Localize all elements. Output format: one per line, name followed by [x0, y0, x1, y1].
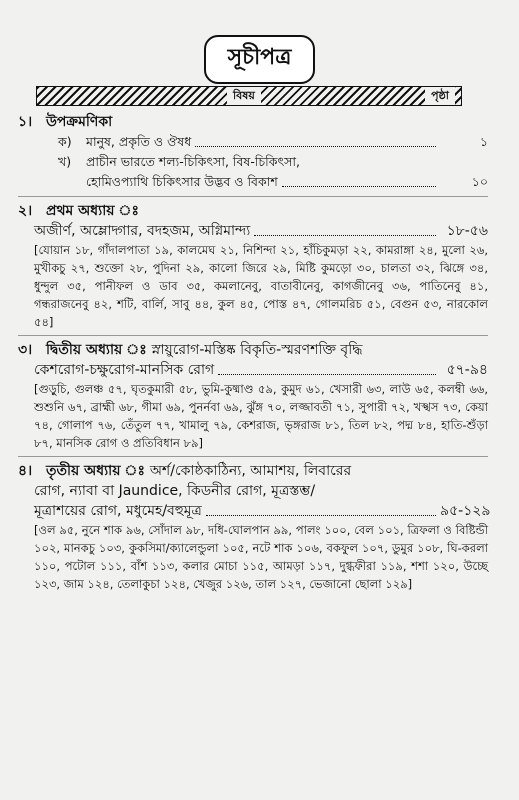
entry-text: প্রাচীন ভারতে শল্য-চিকিৎসা, বিষ-চিকিৎসা, [86, 154, 301, 169]
toc-entry [18, 152, 488, 172]
divider [18, 456, 488, 457]
section-title: তৃতীয় অধ্যায় ঃ [46, 463, 145, 479]
heading-text: অজীর্ণ, অম্লোদ্গার, বদহজম, অগ্নিমান্দ্য [34, 223, 251, 239]
dot-leader [206, 501, 436, 516]
section-title-rest: স্নায়ুরোগ-মস্তিষ্ক বিকৃতি-স্মরণশক্তি বৃদ্ধি [151, 342, 363, 358]
section-title-rest: অর্শ/কোষ্ঠকাঠিন্য, আমাশয়, লিবারের [149, 463, 352, 479]
item-list: [গুড়ুচি, গুলঞ্চ ৫৭, ঘৃতকুমারী ৫৮, ভুমি-কুষ্মাণ্ড ৫৯, কুমুদ ৬১, খেসারী ৬৩, লাউ ৬৫, কলম্বী ৬৬, শুশুনি ৬৭, ব্রাহ্মী ৬৮, গীমা ৬৯, পুনর্নবা ৬৯, ঝুঁঙ্গ ৭০, লজ্জাবতী ৭১, সুপারী ৭২, খস্খস ৭৩, কেয়া ৭৪, গোলাপ ৭৬, তেঁতুল ৭৭, খামালু ৭৯, কেশরাজ, ভৃঙ্গরাজ ৮১, তিল ৮২, পদ্ম ৮৪, হাতি-শুঁড়া ৮৭, মানসিক রোগ ও প্রতিবিধান ৮৯] [34, 382, 488, 450]
section-number: ৩। [18, 342, 33, 358]
section-2-title [18, 201, 488, 221]
dot-leader [195, 132, 436, 147]
dot-leader [218, 360, 436, 375]
section-1-title [18, 112, 488, 132]
section-title: প্রথম অধ্যায় ঃ [46, 203, 139, 219]
section-3-title [18, 340, 488, 360]
entry-text: হোমিওপ্যাথি চিকিৎসার উদ্ভব ও বিকাশ [86, 174, 278, 189]
entry-page: ১০ [471, 174, 488, 189]
section-title: উপক্রমণিকা [46, 114, 113, 130]
divider [18, 335, 488, 336]
entry-label: ক) [58, 134, 72, 149]
chapter-heading [18, 501, 491, 521]
page-title: সূচীপত্র [204, 35, 316, 84]
section-number: ৪। [18, 463, 33, 479]
entry-label: খ) [58, 154, 72, 169]
heading-text: কেশরোগ-চক্ষুরোগ-মানসিক রোগ [34, 362, 215, 378]
entry-page: ১ [479, 134, 488, 149]
section-4-title [18, 461, 488, 481]
divider [18, 196, 488, 197]
item-list: [যোয়ান ১৮, গাঁদালপাতা ১৯, কালমেঘ ২১, নিশিন্দা ২১, হাঁচিকুমড়া ২২, কামরাঙ্গা ২৪, মুলো ২৬, মুখীকচু ২৭, শুক্তো ২৮, পুদিনা ২৯, কালো জিরে ২৯, মিষ্টি কুমড়ো ৩০, চালতা ৩২, ঝিঙ্গে ৩৪, ধুন্দুল ৩৫, পানীফল ও ডাব ৩৫, কমলানেবু, বাতাবীনেবু, কাগজীনেবু ৩৬, পাতিনেবু ৪১, গন্ধরাজনেবু ৪২, শটি, বার্লি, সাবু ৪৪, কুল ৪৫, পোস্ত ৪৭, গোলমরিচ ৫১, বেগুন ৫৩, নারকোল ৫৪] [34, 243, 488, 329]
chapter-heading-line: রোগ, ন্যাবা বা Jaundice, কিডনীর রোগ, মূত্রস্তম্ভ/ [34, 483, 316, 499]
dot-leader [254, 221, 436, 236]
entry-page: ৯৫-১২৯ [440, 503, 491, 519]
heading-text: মূত্রাশয়ের রোগ, মধুমেহ/বহুমূত্র [34, 503, 202, 519]
header-banner [36, 86, 462, 106]
header-subject: বিষয় [227, 87, 261, 105]
toc-entry [18, 132, 488, 152]
chapter-heading [18, 360, 488, 380]
title-wrap [0, 35, 519, 84]
toc-entry-continuation [18, 172, 488, 192]
dot-leader [282, 172, 436, 187]
toc-content [18, 110, 491, 593]
section-number: ২। [18, 203, 33, 219]
chapter-heading [18, 221, 488, 241]
item-list: [ওল ৯৫, নুনে শাক ৯৬, সোঁদাল ৯৮, দধি-ঘোলপান ৯৯, পালং ১০০, বেল ১০১, ত্রিফলা ও বিষ্টিন্ডী ১০২, মানকচু ১০৩, কুকসিমা/ক্যালেন্ডুলা ১০৫, নটে শাক ১০৬, বকফুল ১০৭, ডুমুর ১০৮, ঘি-করলা ১১০, পটোল ১১১, বাঁশ ১১৩, কলার মোচা ১১৫, আমড়া ১১৭, দুগ্ধফীরা ১১৯, শশা ১২০, উচ্ছে ১২৩, জাম ১২৪, তেলাকুচা ১২৪, খেজুর ১২৬, তাল ১২৭, ভেজানো ছোলা ১২৯] [34, 523, 488, 591]
entry-page: ১৮-৫৬ [446, 223, 488, 239]
header-page: পৃষ্ঠা [425, 87, 455, 105]
entry-text: মানুষ, প্রকৃতি ও ঔষধ [86, 134, 192, 149]
section-number: ১। [18, 114, 33, 130]
section-title: দ্বিতীয় অধ্যায় ঃ [46, 342, 147, 358]
entry-page: ৫৭-৯৪ [446, 362, 488, 378]
